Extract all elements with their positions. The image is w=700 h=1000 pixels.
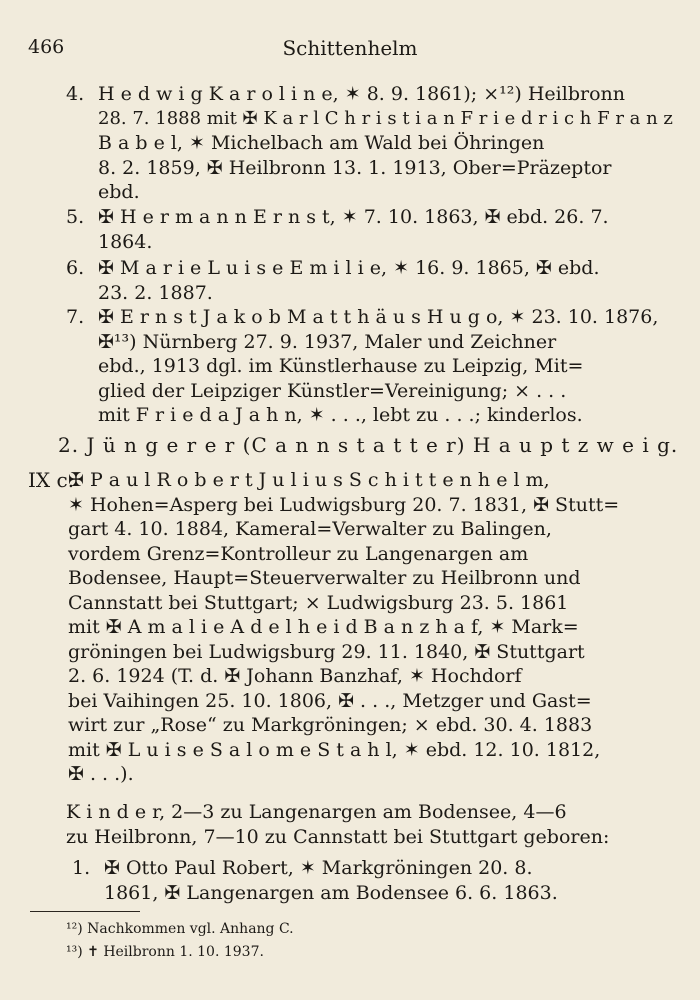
entry-line: 1861, ✠ Langenargen am Bodensee 6. 6. 1863. xyxy=(104,881,558,904)
entry-number: 5. xyxy=(66,206,85,228)
ixc-line: ✠ P a u l R o b e r t J u l i u s S c h i t t e n h e l m, xyxy=(68,469,550,491)
ixc-line: Cannstatt bei Stuttgart; × Ludwigsburg 23. 5. 1861 xyxy=(68,591,569,614)
entry-line: ✠ E r n s t J a k o b M a t t h ä u s H u g o, ✶ 23. 10. 1876, xyxy=(98,306,659,328)
ixc-line: mit ✠ L u i s e S a l o m e S t a h l, ✶ ebd. 12. 10. 1812, xyxy=(68,738,601,761)
entry-line: 8. 2. 1859, ✠ Heilbronn 13. 1. 1913, Ober=Präzeptor xyxy=(98,156,612,179)
entry-line: 23. 2. 1887. xyxy=(98,281,213,304)
footnote-rule xyxy=(30,911,140,912)
page-number: 466 xyxy=(28,36,65,58)
running-title: Schittenhelm xyxy=(282,36,418,60)
entry-text xyxy=(98,305,678,428)
ixc-line: ✠ . . .). xyxy=(68,763,134,785)
entry-text xyxy=(98,82,678,205)
entry-number: 4. xyxy=(66,83,85,105)
kinder-line: K i n d e r, 2—3 zu Langenargen am Bodensee, 4—6 xyxy=(66,801,567,823)
entry-line: H e d w i g K a r o l i n e, ✶ 8. 9. 1861); ×¹²) Heilbronn xyxy=(98,83,625,105)
ixc-line: vordem Grenz=Kontrolleur zu Langenargen am xyxy=(68,542,529,565)
ixc-line: mit ✠ A m a l i e A d e l h e i d B a n z h a f, ✶ Mark= xyxy=(68,616,579,638)
entry-line: ebd., 1913 dgl. im Künstlerhause zu Leipzig, Mit= xyxy=(98,355,584,377)
section-heading: 2. J ü n g e r e r (C a n n s t a t t e r) H a u p t z w e i g. xyxy=(58,433,679,457)
footnote-13: ¹³) ✝ Heilbronn 1. 10. 1937. xyxy=(66,944,264,960)
entry-line: ✠ Otto Paul Robert, ✶ Markgröningen 20. 8. xyxy=(104,857,533,879)
entry-number: 6. xyxy=(66,257,85,279)
entry-text xyxy=(104,856,558,905)
entry-line: ✠¹³) Nürnberg 27. 9. 1937, Maler und Zeichner xyxy=(98,330,557,353)
ixc-entry-text xyxy=(68,468,678,787)
kinder-line: zu Heilbronn, 7—10 zu Cannstatt bei Stuttgart geboren: xyxy=(66,825,610,848)
entry-line: B a b e l, ✶ Michelbach am Wald bei Öhringen xyxy=(98,132,545,154)
entry-line: 1864. xyxy=(98,230,153,253)
entry-line: 28. 7. 1888 mit ✠ K a r l C h r i s t i a n F r i e d r i c h F r a n z xyxy=(98,107,673,129)
ixc-line: 2. 6. 1924 (T. d. ✠ Johann Banzhaf, ✶ Hochdorf xyxy=(68,665,522,687)
ixc-label: IX c. xyxy=(28,468,75,492)
kinder-intro xyxy=(66,800,678,849)
entry-line: ✠ M a r i e L u i s e E m i l i e, ✶ 16. 9. 1865, ✠ ebd. xyxy=(98,257,600,279)
entry-text xyxy=(98,256,678,305)
page-header xyxy=(28,36,672,64)
ixc-line: bei Vaihingen 25. 10. 1806, ✠ . . ., Metzger und Gast= xyxy=(68,689,592,712)
entry-line: ebd. xyxy=(98,181,140,203)
footnote-12: ¹²) Nachkommen vgl. Anhang C. xyxy=(66,921,294,937)
ixc-line: ✶ Hohen=Asperg bei Ludwigsburg 20. 7. 1831, ✠ Stutt= xyxy=(68,493,620,516)
entry-number: 1. xyxy=(72,857,91,879)
entry-line: mit F r i e d a J a h n, ✶ . . ., lebt zu . . .; kinderlos. xyxy=(98,404,583,426)
entry-line: ✠ H e r m a n n E r n s t, ✶ 7. 10. 1863, ✠ ebd. 26. 7. xyxy=(98,206,609,228)
entry-number: 7. xyxy=(66,306,85,328)
ixc-line: gröningen bei Ludwigsburg 29. 11. 1840, ✠ Stuttgart xyxy=(68,640,585,663)
entry-line: glied der Leipziger Künstler=Vereinigung; × . . . xyxy=(98,379,567,402)
ixc-line: gart 4. 10. 1884, Kameral=Verwalter zu Balingen, xyxy=(68,518,552,540)
ixc-line: wirt zur „Rose“ zu Markgröningen; × ebd. 30. 4. 1883 xyxy=(68,714,593,736)
ixc-line: Bodensee, Haupt=Steuerverwalter zu Heilbronn und xyxy=(68,567,581,589)
entry-text xyxy=(98,205,678,254)
